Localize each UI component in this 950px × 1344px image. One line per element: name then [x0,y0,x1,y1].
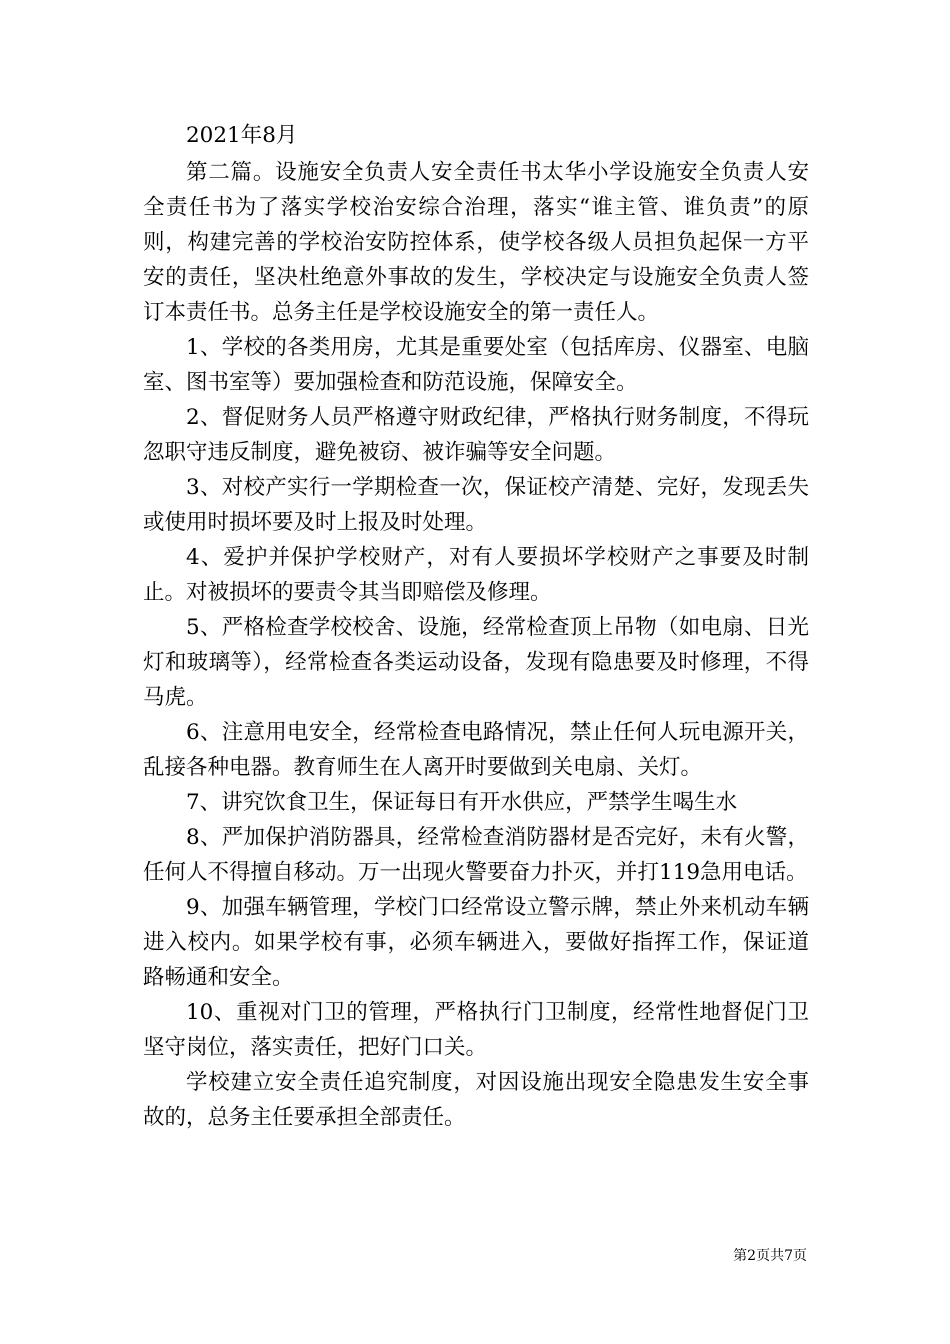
clause-1: 1、学校的各类用房，尤其是重要处室（包括库房、仪器室、电脑室、图书室等）要加强检查和防范设施，保障安全。 [143,335,809,395]
document-body [143,118,809,1135]
clause-5: 5、严格检查学校校舍、设施，经常检查顶上吊物（如电扇、日光灯和玻璃等），经常检查各类运动设备，发现有隐患要及时修理，不得马虎。 [143,615,809,710]
date-line: 2021年8月 [186,123,298,148]
closing-paragraph: 学校建立安全责任追究制度，对因设施出现安全隐患发生安全事故的，总务主任要承担全部责任。 [143,1070,809,1130]
section-intro-paragraph: 第二篇。设施安全负责人安全责任书太华小学设施安全负责人安全责任书为了落实学校治安综合治理，落实“谁主管、谁负责”的原则，构建完善的学校治安防控体系，使学校各级人员担负起保一方平安的责任，坚决杜绝意外事故的发生，学校决定与设施安全负责人签订本责任书。总务主任是学校设施安全的第一责任人。 [143,160,809,325]
clause-2: 2、督促财务人员严格遵守财政纪律，严格执行财务制度，不得玩忽职守违反制度，避免被窃、被诈骗等安全问题。 [143,405,809,465]
clause-10: 10、重视对门卫的管理，严格执行门卫制度，经常性地督促门卫坚守岗位，落实责任，把好门口关。 [143,1000,809,1060]
clause-9: 9、加强车辆管理，学校门口经常设立警示牌，禁止外来机动车辆进入校内。如果学校有事，必须车辆进入，要做好指挥工作，保证道路畅通和安全。 [143,895,809,990]
clause-4: 4、爱护并保护学校财产，对有人要损坏学校财产之事要及时制止。对被损坏的要责令其当即赔偿及修理。 [143,545,809,605]
clause-7: 7、讲究饮食卫生，保证每日有开水供应，严禁学生喝生水 [186,790,738,815]
clause-8: 8、严加保护消防器具，经常检查消防器材是否完好，未有火警，任何人不得擅自移动。万一出现火警要奋力扑灭，并打119急用电话。 [143,825,809,885]
clause-3: 3、对校产实行一学期检查一次，保证校产清楚、完好，发现丢失或使用时损坏要及时上报及时处理。 [143,475,809,535]
page-number-footer: 第2页共7页 [733,1248,807,1264]
clause-6: 6、注意用电安全，经常检查电路情况，禁止任何人玩电源开关，乱接各种电器。教育师生在人离开时要做到关电扇、关灯。 [143,720,809,780]
